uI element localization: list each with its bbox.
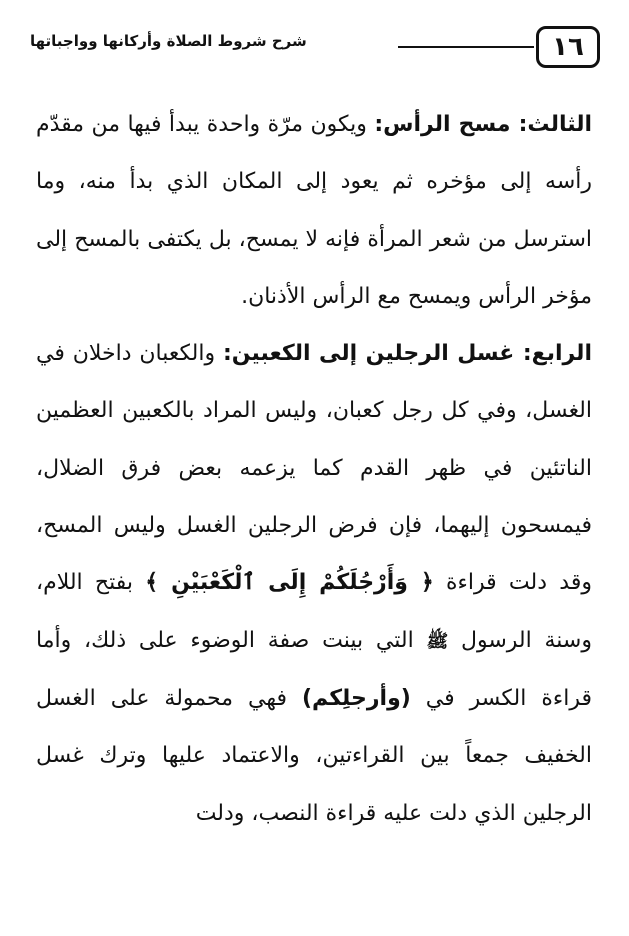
quran-variant-reading: (وأرجلِكم): [301, 685, 411, 711]
page-body: [36, 96, 592, 842]
salutation-glyph: ﷺ: [426, 630, 449, 652]
paragraph-text: بفتح اللام، وسنة الرسول: [36, 570, 592, 653]
running-title: شرح شروط الصلاة وأركانها وواجباتها: [30, 32, 307, 50]
paragraph-heading: الثالث: مسح الرأس:: [374, 112, 592, 137]
paragraph-ghasl-alrijlayn: [36, 325, 592, 842]
page-number: ١٦: [536, 26, 600, 68]
header-rule: [398, 46, 534, 48]
quran-verse: ﴿ وَأَرْجُلَكُمْ إِلَى ٱلْكَعْبَيْنِ ﴾: [145, 570, 434, 596]
page-header: [30, 26, 600, 74]
paragraph-text: فهي محمولة على الغسل الخفيف جمعاً بين القراءتين، والاعتماد عليها وترك غسل الرجلين الذي دلت عليه قراءة النصب، ودلت: [36, 685, 592, 826]
paragraph-heading: الرابع: غسل الرجلين إلى الكعبين:: [222, 341, 592, 367]
paragraph-text: والكعبان داخلان في الغسل، وفي كل رجل كعبان، وليس المراد بالكعبين العظمين الناتئين في ظهر القدم كما يزعمه بعض فرق الضلال، فيمسحون إليهما، فإن فرض الرجلين الغسل وليس المسح، وقد دلت قراءة: [36, 341, 592, 596]
paragraph-text: ويكون مرّة واحدة يبدأ فيها من مقدّم رأسه إلى مؤخره ثم يعود إلى المكان الذي بدأ منه، وما استرسل من شعر المرأة فإنه لا يمسح، بل يكتفى بالمسح إلى مؤخر الرأس ويمسح مع الرأس الأذنان.: [36, 112, 592, 309]
paragraph-text: التي بينت صفة الوضوء على ذلك، وأما قراءة الكسر في: [36, 627, 592, 711]
paragraph-masah-alras: [36, 96, 592, 325]
